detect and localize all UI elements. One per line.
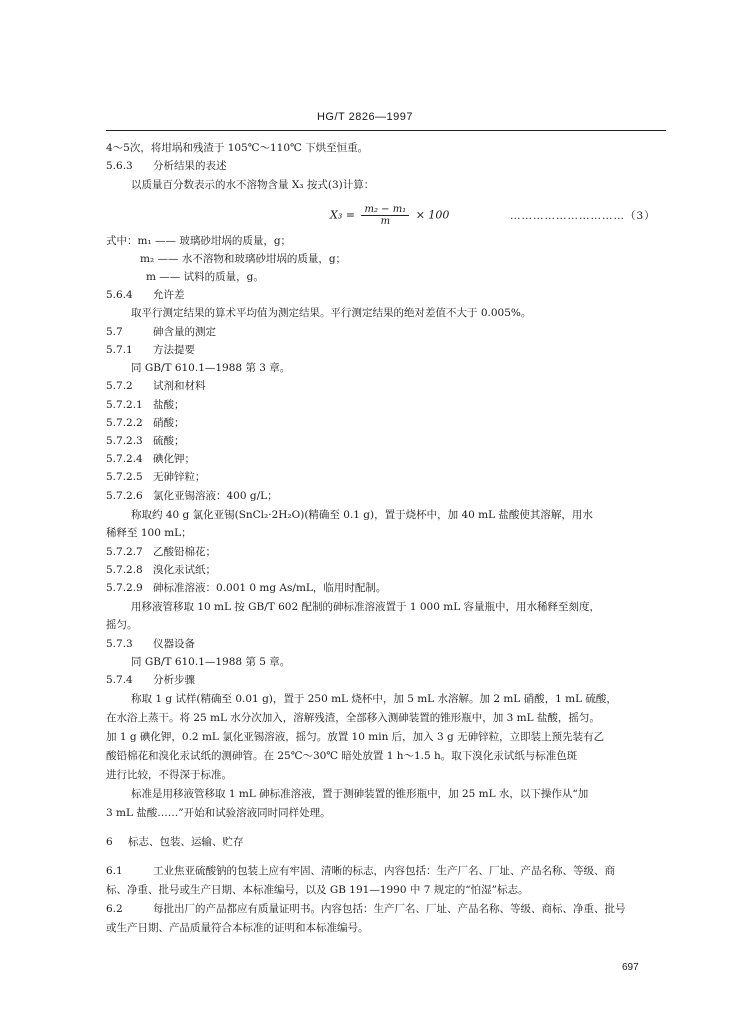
section-line <box>106 159 227 173</box>
section-line <box>106 343 195 357</box>
line-text: 称取约 40 g 氯化亚锡(SnCl₂·2H₂O)(精确至 0.1 g)，置于烧杯中，加 40 mL 盐酸使其溶解，用水 <box>131 509 593 521</box>
text-line <box>106 768 232 782</box>
section-number: 6.2 <box>106 903 123 915</box>
text-line <box>106 749 577 763</box>
line-text: 试剂和材料 <box>153 380 206 392</box>
section-line <box>106 637 195 651</box>
text-line <box>146 270 264 284</box>
line-text: 取平行测定结果的算术平均值为测定结果。平行测定结果的绝对差值不大于 0.005%。 <box>131 307 532 319</box>
section-line <box>106 452 195 466</box>
section-number: 5.7.2.4 <box>106 453 143 465</box>
text-line <box>131 655 290 669</box>
page-number: 697 <box>622 962 639 973</box>
line-text: 标、净重、批号或生产日期、本标准编号，以及 GB 191—1990 中 7 规定的“怕湿”标志。 <box>106 884 529 896</box>
section-number: 5.7.2.8 <box>106 564 143 576</box>
formula-denominator: m <box>380 216 391 227</box>
line-text: 无砷锌粒； <box>153 471 206 483</box>
section-number: 6.1 <box>106 865 123 877</box>
line-text: 3 mL 盐酸……”开始和试验溶液同时同样处理。 <box>106 807 331 819</box>
section-line <box>106 489 278 503</box>
line-text: 硝酸； <box>153 417 185 429</box>
text-line <box>106 526 192 540</box>
section-number: 5.7.2.6 <box>106 490 143 502</box>
line-text: 允许差 <box>153 289 185 301</box>
line-text: 进行比较，不得深于标准。 <box>106 769 232 781</box>
line-text: 同 GB/T 610.1—1988 第 5 章。 <box>131 656 291 668</box>
text-line <box>140 252 346 266</box>
line-text: 砷含量的测定 <box>153 326 216 338</box>
text-line <box>106 141 368 155</box>
line-text: 标志、包装、运输、贮存 <box>128 836 244 848</box>
text-line <box>106 921 369 935</box>
line-text: 或生产日期、产品质量符合本标准的证明和本标准编号。 <box>106 922 369 934</box>
line-text: 酸铅棉花和溴化汞试纸的测砷管。在 25℃～30℃ 暗处放置 1 h～1.5 h。取下溴化汞试纸与标准色斑 <box>106 750 578 762</box>
formula-rhs: × 100 <box>415 208 450 222</box>
line-text: 稀释至 100 mL； <box>106 527 192 539</box>
line-text: 工业焦亚硫酸钠的包装上应有牢固、清晰的标志，内容包括：生产厂名、厂址、产品名称、等级、商 <box>153 865 615 877</box>
text-line <box>131 361 290 375</box>
text-line <box>106 806 331 820</box>
line-text: 4～5次，将坩埚和残渣于 105℃～110℃ 下烘至恒重。 <box>106 142 369 154</box>
section-number: 6 <box>106 836 113 848</box>
line-text: 盐酸； <box>153 399 185 411</box>
section-line <box>106 835 244 849</box>
section-line <box>106 581 386 595</box>
section-number: 5.7.2 <box>106 380 133 392</box>
line-text: 分析步骤 <box>153 674 195 686</box>
section-number: 5.7.2.7 <box>106 546 143 558</box>
header-rule <box>106 130 666 131</box>
section-line <box>106 398 185 412</box>
formula-lhs: X₃ = <box>330 208 355 222</box>
line-text: m —— 试料的质量，g。 <box>146 271 264 283</box>
line-text: 称取 1 g 试样(精确至 0.01 g)，置于 250 mL 烧杯中，加 5 mL 水溶解。加 2 mL 硝酸，1 mL 硫酸， <box>131 693 617 705</box>
formula-fraction <box>361 204 409 227</box>
line-text: 分析结果的表述 <box>153 160 227 172</box>
line-text: 加 1 g 碘化钾，0.2 mL 氯化亚锡溶液，摇匀。放置 10 min 后，加入 3 g 无砷锌粒，立即装上预先装有乙 <box>106 731 605 743</box>
text-line <box>131 787 588 801</box>
line-text: 标准是用移液管移取 1 mL 砷标准溶液，置于测砷装置的锥形瓶中，加 25 mL 水，以下操作从“加 <box>131 788 589 800</box>
section-number: 5.6.4 <box>106 289 133 301</box>
section-line <box>106 673 195 687</box>
line-text: 式中：m₁ —— 玻璃砂坩埚的质量，g； <box>106 235 292 247</box>
formula-3 <box>330 204 449 227</box>
text-line <box>106 730 604 744</box>
line-text: 仪器设备 <box>153 638 195 650</box>
section-number: 5.7.2.1 <box>106 399 143 411</box>
section-line <box>106 545 216 559</box>
section-line <box>106 434 185 448</box>
section-number: 5.6.3 <box>106 160 133 172</box>
equation-number: …………………………（3） <box>510 210 656 222</box>
line-text: 硫酸； <box>153 435 185 447</box>
line-text: 乙酸铅棉花； <box>153 546 216 558</box>
section-number: 5.7.2.5 <box>106 471 143 483</box>
section-line <box>106 325 216 339</box>
text-line <box>106 883 528 897</box>
line-text: 在水浴上蒸干。将 25 mL 水分次加入，溶解残渣，全部移入测砷装置的锥形瓶中，加 3 mL 盐酸，摇匀。 <box>106 712 600 724</box>
section-line <box>106 416 185 430</box>
text-line <box>131 600 600 614</box>
line-text: m₂ —— 水不溶物和玻璃砂坩埚的质量，g； <box>140 253 347 265</box>
text-line <box>106 711 600 725</box>
section-number: 5.7 <box>106 326 123 338</box>
line-text: 方法提要 <box>153 344 195 356</box>
section-line <box>106 902 626 916</box>
section-number: 5.7.1 <box>106 344 133 356</box>
line-text: 砷标准溶液：0.001 0 mg As/mL，临用时配制。 <box>153 582 387 594</box>
section-number: 5.7.2.9 <box>106 582 143 594</box>
section-line <box>106 288 185 302</box>
line-text: 摇匀。 <box>106 619 138 631</box>
line-text: 同 GB/T 610.1—1988 第 3 章。 <box>131 362 291 374</box>
text-line <box>131 306 531 320</box>
text-line <box>106 618 138 632</box>
line-text: 用移液管移取 10 mL 按 GB/T 602 配制的砷标准溶液置于 1 000 mL 容量瓶中，用水稀释至刻度， <box>131 601 601 613</box>
section-number: 5.7.2.2 <box>106 417 143 429</box>
line-text: 每批出厂的产品都应有质量证明书。内容包括：生产厂名、厂址、产品名称、等级、商标、净重、批号 <box>153 903 626 915</box>
formula-numerator: m₂ − m₁ <box>361 204 409 216</box>
section-line <box>106 563 216 577</box>
section-line <box>106 864 615 878</box>
text-line <box>131 692 617 706</box>
text-line <box>106 234 291 248</box>
section-line <box>106 379 206 393</box>
section-number: 5.7.2.3 <box>106 435 143 447</box>
line-text: 氯化亚锡溶液：400 g/L； <box>153 490 278 502</box>
line-text: 溴化汞试纸； <box>153 564 216 576</box>
section-number: 5.7.3 <box>106 638 133 650</box>
line-text: 以质量百分数表示的水不溶物含量 X₃ 按式(3)计算： <box>131 179 375 191</box>
text-line <box>131 178 374 192</box>
line-text: 碘化钾； <box>153 453 195 465</box>
section-line <box>106 470 206 484</box>
section-number: 5.7.4 <box>106 674 133 686</box>
text-line <box>131 508 593 522</box>
standard-code-header: HG/T 2826—1997 <box>316 111 414 123</box>
